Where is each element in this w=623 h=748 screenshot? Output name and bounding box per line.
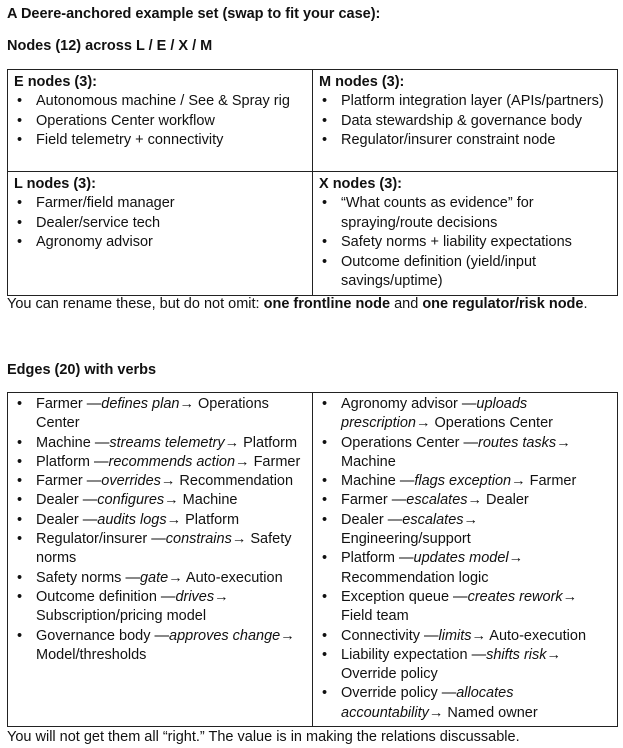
edge-to: → Recommendation [160, 473, 294, 490]
edge-item [14, 627, 306, 666]
edge-from: Platform — [36, 453, 109, 470]
x-nodes-list [319, 194, 611, 292]
edge-verb: updates model [413, 550, 509, 567]
edge-verb: recommends action [108, 453, 236, 470]
edge-to: → Farmer [235, 453, 301, 470]
list-item: • Farmer/field manager [14, 194, 306, 214]
edge-verb: limits [438, 627, 472, 644]
edge-item [14, 588, 306, 627]
node-note [7, 296, 588, 312]
edge-item [319, 627, 611, 646]
edge-verb: escalates [406, 492, 468, 509]
edge-from: Dealer — [36, 492, 98, 509]
x-nodes-cell [313, 172, 618, 296]
edge-verb: drives [175, 588, 215, 605]
e-nodes-cell [8, 70, 313, 172]
edges-left-list [14, 395, 306, 665]
node-note-frontline: one frontline node [263, 296, 391, 312]
document-title: A Deere-anchored example set (swap to fit your case): [7, 6, 381, 22]
edge-item [14, 530, 306, 569]
edge-item [319, 511, 611, 550]
list-item: • Safety norms + liability expectations [319, 233, 611, 253]
list-item: • Operations Center workflow [14, 112, 306, 132]
edge-to: → Platform [166, 511, 240, 528]
node-note-regulator: one regulator/risk node [422, 296, 584, 312]
edge-item [14, 569, 306, 588]
edge-verb: flags exception [414, 473, 512, 490]
edge-verb: shifts risk [486, 646, 547, 663]
node-note-mid: and [390, 296, 423, 312]
edge-from: Outcome definition — [36, 588, 176, 605]
x-nodes-title: X nodes (3): [319, 176, 402, 192]
edge-verb: creates rework [467, 588, 563, 605]
edge-from: Operations Center — [341, 434, 479, 451]
edge-item [319, 684, 611, 723]
edges-left-cell [8, 393, 313, 727]
list-item: • Field telemetry + connectivity [14, 131, 306, 151]
edge-verb: approves change [169, 627, 281, 644]
edges-right-cell [313, 393, 618, 727]
edge-from: Regulator/insurer — [36, 531, 166, 548]
edge-from: Liability expectation — [341, 646, 487, 663]
edge-verb: overrides [101, 473, 161, 490]
edge-to: → Engineering/support [341, 511, 479, 548]
edge-verb: audits logs [97, 511, 167, 528]
edge-item [319, 472, 611, 491]
m-nodes-list [319, 92, 611, 151]
list-item: • Platform integration layer (APIs/partners) [319, 92, 611, 112]
edge-item [319, 588, 611, 627]
nodes-row-1 [8, 70, 618, 172]
edge-from: Farmer — [36, 473, 102, 490]
l-nodes-title: L nodes (3): [14, 176, 96, 192]
edge-from: Machine — [36, 434, 110, 451]
node-note-prefix: You can rename these, but do not omit: [7, 296, 264, 312]
edge-from: Platform — [341, 550, 414, 567]
edge-verb: gate [139, 569, 169, 586]
list-item: • Data stewardship & governance body [319, 112, 611, 132]
l-nodes-cell [8, 172, 313, 296]
edges-heading: Edges (20) with verbs [7, 362, 157, 378]
edge-from: Machine — [341, 473, 415, 490]
edge-item [14, 491, 306, 510]
edge-item [319, 549, 611, 588]
edge-verb: streams telemetry [109, 434, 225, 451]
edge-to: → Dealer [467, 492, 529, 509]
edge-from: Override policy — [341, 685, 457, 702]
nodes-row-2 [8, 172, 618, 296]
edge-verb: routes tasks [478, 434, 557, 451]
edge-to: → Operations Center [415, 415, 553, 432]
edge-from: Dealer — [36, 511, 98, 528]
nodes-heading: Nodes (12) across L / E / X / M [7, 38, 213, 54]
e-nodes-title: E nodes (3): [14, 74, 97, 90]
l-nodes-list [14, 194, 306, 253]
edge-to: → Override policy [341, 646, 561, 683]
edge-from: Connectivity — [341, 627, 439, 644]
edge-from: Safety norms — [36, 569, 140, 586]
edge-item [319, 491, 611, 510]
edge-from: Exception queue — [341, 588, 468, 605]
edge-to: → Field team [341, 588, 578, 625]
edge-from: Agronomy advisor — [341, 396, 477, 412]
list-item: • Agronomy advisor [14, 233, 306, 253]
m-nodes-title: M nodes (3): [319, 74, 405, 90]
edge-verb: allocates accountability [341, 685, 514, 721]
edge-to: → Platform [224, 434, 298, 451]
edge-item [319, 646, 611, 685]
edge-to: → Model/thresholds [36, 627, 295, 663]
nodes-table [7, 69, 618, 296]
edge-item [14, 511, 306, 530]
footer-note: You will not get them all “right.” The value is in making the relations discussable. [7, 729, 520, 745]
edge-item [14, 434, 306, 453]
edges-table [7, 392, 618, 727]
edge-item [14, 395, 306, 434]
edge-from: Dealer — [341, 511, 403, 528]
edge-item [319, 434, 611, 473]
edge-to: → Named owner [428, 704, 538, 721]
edge-to: → Operations Center [36, 396, 269, 432]
list-item: • Outcome definition (yield/input savings/uptime) [319, 253, 611, 292]
edge-to: → Auto-execution [471, 627, 587, 644]
edge-verb: configures [97, 492, 165, 509]
edge-verb: escalates [402, 511, 464, 528]
list-item: • Dealer/service tech [14, 214, 306, 234]
edges-right-list [319, 395, 611, 723]
edge-item [14, 472, 306, 491]
list-item: • “What counts as evidence” for spraying/route decisions [319, 194, 611, 233]
edge-from: Farmer — [341, 492, 407, 509]
edge-to: → Machine [164, 492, 238, 509]
edge-item [319, 395, 611, 434]
edge-from: Farmer — [36, 396, 102, 412]
edge-verb: defines plan [101, 396, 180, 412]
e-nodes-list [14, 92, 306, 151]
list-item: • Autonomous machine / See & Spray rig [14, 92, 306, 112]
edge-verb: constrains [165, 531, 232, 548]
edge-to: → Safety norms [36, 531, 292, 567]
edge-to: → Auto-execution [168, 569, 283, 586]
edge-from: Governance body — [36, 627, 169, 644]
m-nodes-cell [313, 70, 618, 172]
edge-to: → Subscription/pricing model [36, 588, 229, 625]
node-note-suffix: . [583, 296, 588, 312]
edge-to: → Recommendation logic [341, 550, 524, 586]
edge-to: → Machine [341, 434, 571, 470]
edge-verb: uploads prescription [341, 396, 528, 432]
list-item: • Regulator/insurer constraint node [319, 131, 611, 151]
edge-to: → Farmer [511, 473, 577, 490]
edge-item [14, 453, 306, 472]
